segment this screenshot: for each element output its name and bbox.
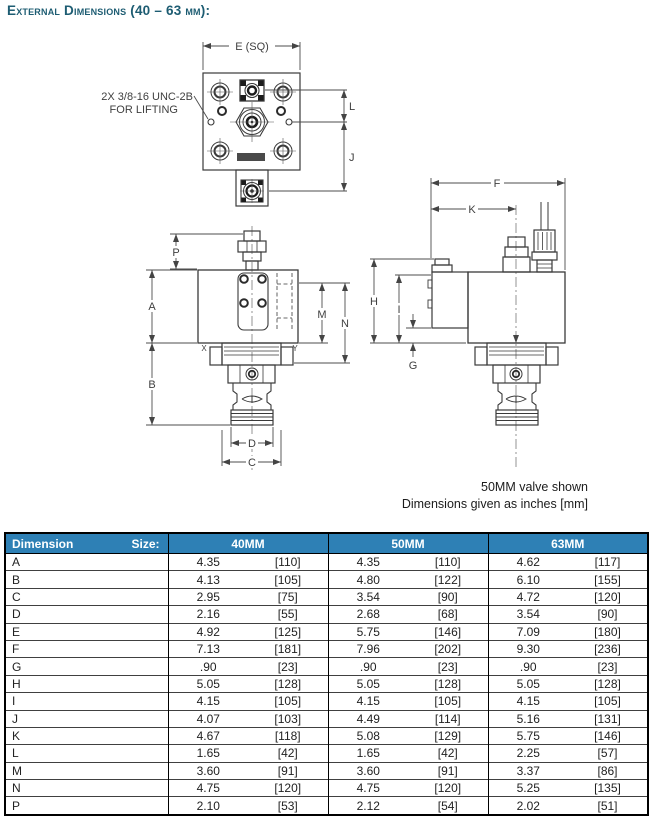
lifting-note-line2: FOR LIFTING <box>109 104 178 116</box>
value-63mm-inches: 5.05 <box>488 675 568 692</box>
dimension-letter: K <box>5 727 168 744</box>
value-63mm-mm: [117] <box>568 554 648 571</box>
value-40mm-mm: [91] <box>248 762 328 779</box>
table-header-row <box>5 533 648 554</box>
value-40mm-inches: 4.67 <box>168 727 248 744</box>
value-40mm-mm: [42] <box>248 745 328 762</box>
value-50mm-inches: 3.54 <box>328 588 408 605</box>
value-40mm-mm: [103] <box>248 710 328 727</box>
value-40mm-inches: 4.75 <box>168 780 248 797</box>
value-40mm-inches: 4.07 <box>168 710 248 727</box>
value-50mm-inches: 2.68 <box>328 606 408 623</box>
value-50mm-mm: [146] <box>408 623 488 640</box>
dim-label-a: A <box>148 301 156 313</box>
table-row <box>5 675 648 692</box>
value-40mm-mm: [75] <box>248 588 328 605</box>
dim-label-n: N <box>341 318 349 330</box>
table-row <box>5 693 648 710</box>
dimension-letter: I <box>5 693 168 710</box>
value-40mm-mm: [128] <box>248 675 328 692</box>
value-63mm-inches: 4.15 <box>488 693 568 710</box>
value-40mm-mm: [181] <box>248 640 328 657</box>
value-63mm-mm: [236] <box>568 640 648 657</box>
value-40mm-mm: [23] <box>248 658 328 675</box>
value-50mm-inches: 4.49 <box>328 710 408 727</box>
dim-label-d: D <box>248 438 256 450</box>
value-50mm-mm: [42] <box>408 745 488 762</box>
value-63mm-inches: 4.72 <box>488 588 568 605</box>
value-50mm-inches: 5.05 <box>328 675 408 692</box>
value-63mm-mm: [120] <box>568 588 648 605</box>
value-40mm-mm: [118] <box>248 727 328 744</box>
table-row <box>5 554 648 571</box>
value-50mm-inches: 4.15 <box>328 693 408 710</box>
caption-units: Dimensions given as inches [mm] <box>401 496 588 511</box>
value-63mm-inches: 3.54 <box>488 606 568 623</box>
table-row <box>5 745 648 762</box>
value-63mm-mm: [23] <box>568 658 648 675</box>
value-50mm-mm: [54] <box>408 797 488 815</box>
front-view-drawing <box>198 226 298 472</box>
value-50mm-mm: [114] <box>408 710 488 727</box>
dim-label-j: J <box>349 152 355 164</box>
value-50mm-mm: [68] <box>408 606 488 623</box>
value-40mm-inches: 1.65 <box>168 745 248 762</box>
value-50mm-inches: 4.75 <box>328 780 408 797</box>
table-header-dimension: Dimension <box>12 536 74 551</box>
dim-label-c: C <box>248 457 256 469</box>
value-40mm-mm: [53] <box>248 797 328 815</box>
dimension-letter: H <box>5 675 168 692</box>
value-63mm-mm: [86] <box>568 762 648 779</box>
page-title: External Dimensions (40 – 63 mm): <box>7 3 211 18</box>
dim-label-m: M <box>317 309 327 321</box>
value-63mm-mm: [90] <box>568 606 648 623</box>
table-header-63mm: 63MM <box>488 533 648 554</box>
value-50mm-inches: 4.35 <box>328 554 408 571</box>
value-50mm-mm: [110] <box>408 554 488 571</box>
value-63mm-mm: [135] <box>568 780 648 797</box>
value-50mm-mm: [90] <box>408 588 488 605</box>
table-header-50mm: 50MM <box>328 533 488 554</box>
value-50mm-inches: .90 <box>328 658 408 675</box>
dimension-letter: D <box>5 606 168 623</box>
value-63mm-mm: [57] <box>568 745 648 762</box>
value-63mm-mm: [105] <box>568 693 648 710</box>
value-50mm-inches: 2.12 <box>328 797 408 815</box>
figure-caption <box>402 479 588 512</box>
top-view-drawing <box>203 73 300 206</box>
table-row <box>5 710 648 727</box>
value-40mm-mm: [125] <box>248 623 328 640</box>
dim-label-b: B <box>148 379 156 391</box>
value-50mm-mm: [23] <box>408 658 488 675</box>
dimension-letter: J <box>5 710 168 727</box>
value-40mm-inches: 2.10 <box>168 797 248 815</box>
value-40mm-inches: 4.13 <box>168 571 248 588</box>
table-row <box>5 571 648 588</box>
dimension-letter: F <box>5 640 168 657</box>
value-50mm-inches: 5.08 <box>328 727 408 744</box>
value-63mm-inches: .90 <box>488 658 568 675</box>
value-50mm-mm: [105] <box>408 693 488 710</box>
dimension-table-body <box>5 554 648 815</box>
value-63mm-mm: [128] <box>568 675 648 692</box>
table-header-40mm: 40MM <box>168 533 328 554</box>
table-row <box>5 780 648 797</box>
value-40mm-mm: [120] <box>248 780 328 797</box>
value-63mm-inches: 2.25 <box>488 745 568 762</box>
value-40mm-inches: 4.92 <box>168 623 248 640</box>
value-50mm-inches: 5.75 <box>328 623 408 640</box>
value-50mm-inches: 4.80 <box>328 571 408 588</box>
value-50mm-inches: 3.60 <box>328 762 408 779</box>
lifting-note-line1: 2X 3/8-16 UNC-2B <box>101 91 193 103</box>
value-50mm-mm: [122] <box>408 571 488 588</box>
dim-label-p: P <box>172 247 180 259</box>
value-63mm-inches: 5.16 <box>488 710 568 727</box>
value-40mm-inches: 2.95 <box>168 588 248 605</box>
dimension-letter: G <box>5 658 168 675</box>
dim-label-i: I <box>397 304 401 316</box>
value-50mm-mm: [128] <box>408 675 488 692</box>
value-40mm-mm: [110] <box>248 554 328 571</box>
table-row <box>5 658 648 675</box>
value-63mm-inches: 9.30 <box>488 640 568 657</box>
dim-label-h: H <box>370 296 378 308</box>
dimension-letter: N <box>5 780 168 797</box>
table-row <box>5 606 648 623</box>
dim-label-k: K <box>468 204 476 216</box>
value-63mm-inches: 3.37 <box>488 762 568 779</box>
value-50mm-inches: 7.96 <box>328 640 408 657</box>
value-63mm-mm: [131] <box>568 710 648 727</box>
value-50mm-mm: [120] <box>408 780 488 797</box>
value-40mm-mm: [105] <box>248 571 328 588</box>
value-50mm-mm: [129] <box>408 727 488 744</box>
value-50mm-mm: [91] <box>408 762 488 779</box>
value-40mm-inches: 2.16 <box>168 606 248 623</box>
value-63mm-inches: 4.62 <box>488 554 568 571</box>
value-63mm-mm: [146] <box>568 727 648 744</box>
value-50mm-inches: 1.65 <box>328 745 408 762</box>
value-40mm-inches: 4.15 <box>168 693 248 710</box>
value-63mm-mm: [180] <box>568 623 648 640</box>
dimension-letter: M <box>5 762 168 779</box>
value-40mm-inches: 3.60 <box>168 762 248 779</box>
table-row <box>5 640 648 657</box>
value-63mm-mm: [51] <box>568 797 648 815</box>
dimension-letter: P <box>5 797 168 815</box>
table-row <box>5 588 648 605</box>
value-40mm-inches: 7.13 <box>168 640 248 657</box>
dimension-letter: A <box>5 554 168 571</box>
value-40mm-inches: .90 <box>168 658 248 675</box>
port-label-x: X <box>201 344 207 353</box>
dimension-letter: L <box>5 745 168 762</box>
table-row <box>5 623 648 640</box>
table-header-first-cell <box>5 533 168 554</box>
table-row <box>5 727 648 744</box>
value-63mm-mm: [155] <box>568 571 648 588</box>
value-63mm-inches: 5.25 <box>488 780 568 797</box>
value-63mm-inches: 6.10 <box>488 571 568 588</box>
dimension-table <box>4 532 649 816</box>
dim-label-f: F <box>493 178 501 190</box>
side-view-drawing <box>428 202 565 468</box>
table-header-size: Size: <box>131 536 160 551</box>
dim-label-l: L <box>349 101 356 113</box>
front-view-dimensions <box>146 234 350 466</box>
top-view-dimensions <box>194 42 347 191</box>
value-63mm-inches: 5.75 <box>488 727 568 744</box>
value-50mm-mm: [202] <box>408 640 488 657</box>
dim-label-e: E (SQ) <box>235 41 269 53</box>
table-row <box>5 797 648 815</box>
value-40mm-inches: 5.05 <box>168 675 248 692</box>
value-63mm-inches: 2.02 <box>488 797 568 815</box>
dim-label-g: G <box>408 360 418 372</box>
value-63mm-inches: 7.09 <box>488 623 568 640</box>
dimension-letter: C <box>5 588 168 605</box>
value-40mm-inches: 4.35 <box>168 554 248 571</box>
caption-valve-shown: 50MM valve shown <box>481 480 588 494</box>
port-label-y: Y <box>292 344 298 353</box>
value-40mm-mm: [55] <box>248 606 328 623</box>
dimension-letter: E <box>5 623 168 640</box>
table-row <box>5 762 648 779</box>
dimension-letter: B <box>5 571 168 588</box>
value-40mm-mm: [105] <box>248 693 328 710</box>
